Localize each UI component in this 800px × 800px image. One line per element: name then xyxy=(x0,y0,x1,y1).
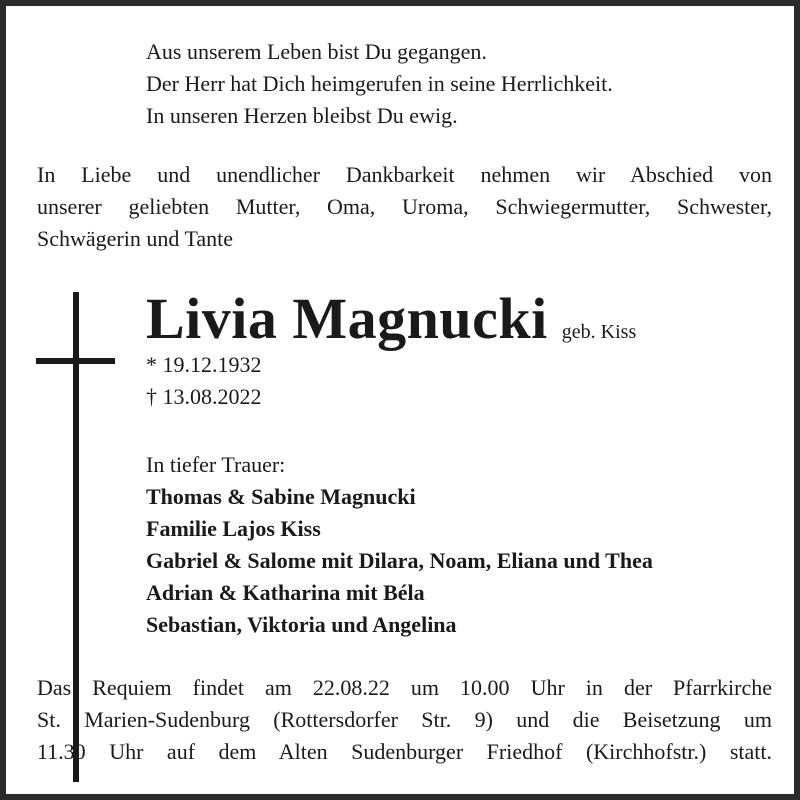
deceased-name-row xyxy=(146,284,636,354)
mourner-name: Adrian & Katharina mit Béla xyxy=(146,580,425,605)
mourner-name: Thomas & Sabine Magnucki xyxy=(146,484,416,509)
deceased-name: Livia Magnucki xyxy=(146,286,548,351)
cross-horizontal-bar xyxy=(36,358,115,364)
intro-line: In Liebe und unendlicher Dankbarkeit nehmen wir Abschied von xyxy=(37,162,772,187)
birth-date: * 19.12.1932 xyxy=(146,352,262,377)
intro-line: Schwägerin und Tante xyxy=(37,226,234,251)
life-dates xyxy=(146,349,262,413)
birth-name: geb. Kiss xyxy=(561,321,637,343)
death-date: † 13.08.2022 xyxy=(146,384,262,409)
service-details xyxy=(37,672,772,768)
service-line: 11.30 Uhr auf dem Alten Sudenburger Friedhof (Kirchhofstr.) statt. xyxy=(37,739,772,764)
mourner-name: Sebastian, Viktoria und Angelina xyxy=(146,612,457,637)
mourner-name: Gabriel & Salome mit Dilara, Noam, Eliana und Thea xyxy=(146,548,653,573)
service-line: St. Marien-Sudenburg (Rottersdorfer Str. 9) und die Beisetzung um xyxy=(37,707,772,732)
mourners-block xyxy=(146,449,653,641)
intro-text xyxy=(37,159,772,255)
mourners-heading: In tiefer Trauer: xyxy=(146,452,286,477)
poem-line: Der Herr hat Dich heimgerufen in seine Herrlichkeit. xyxy=(146,71,613,96)
poem-line: In unseren Herzen bleibst Du ewig. xyxy=(146,103,458,128)
poem xyxy=(146,36,613,132)
mourner-name: Familie Lajos Kiss xyxy=(146,516,321,541)
service-line: Das Requiem findet am 22.08.22 um 10.00 Uhr in der Pfarrkirche xyxy=(37,675,772,700)
poem-line: Aus unserem Leben bist Du gegangen. xyxy=(146,39,487,64)
intro-line: unserer geliebten Mutter, Oma, Uroma, Schwiegermutter, Schwester, xyxy=(37,194,772,219)
